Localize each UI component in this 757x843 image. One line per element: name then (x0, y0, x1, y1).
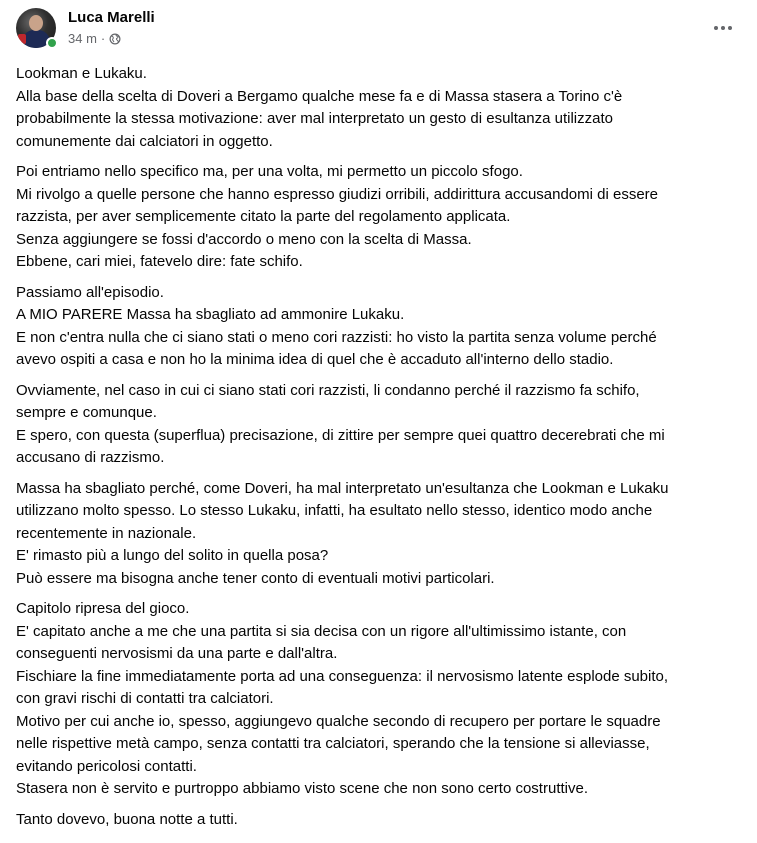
post-text-line: E non c'entra nulla che ci siano stati o meno cori razzisti: ho visto la partita senza volume perché (16, 328, 657, 346)
post-text-line: E' rimasto più a lungo del solito in quella posa? (16, 547, 329, 564)
globe-icon[interactable] (109, 33, 121, 45)
meta-separator: · (100, 31, 106, 46)
post-text-line: con gravi rischi di contatti tra calciatori. (16, 690, 274, 707)
post-text-line: Mi rivolgo a quelle persone che hanno espresso giudizi orribili, addirittura accusandomi di essere (16, 185, 659, 203)
post-text-line: evitando pericolosi contatti. (16, 757, 197, 775)
post-text-line: Massa ha sbagliato perché, come Doveri, ha mal interpretato un'esultanza che Lookman e Lukaku (16, 479, 669, 497)
post-text-line: accusano di razzismo. (16, 449, 165, 466)
post-paragraph (16, 282, 741, 372)
post-text-line: Passiamo all'episodio. (16, 283, 164, 301)
post-text-line: nelle rispettive metà campo, senza contatti tra calciatori, sperando che la tensione si alleviasse, (16, 735, 650, 752)
post-text-line: probabilmente la stessa motivazione: aver mal interpretato un gesto di esultanza utilizzato (16, 110, 613, 127)
post-text-line: Ovviamente, nel caso in cui ci siano stati cori razzisti, li condanno perché il razzismo fa schifo, (16, 381, 640, 399)
post-text-line: utilizzano molto spesso. Lo stesso Lukaku, infatti, ha esultato nello stesso, identico modo anche (16, 502, 653, 519)
post-text-line: Alla base della scelta di Doveri a Bergamo qualche mese fa e di Massa stasera a Torino c'è (16, 87, 623, 105)
post-text-line: Può essere ma bisogna anche tener conto di eventuali motivi particolari. (16, 569, 495, 587)
post-text-line: Motivo per cui anche io, spesso, aggiungevo qualche secondo di recupero per portare le squadre (16, 712, 661, 730)
post-paragraph (16, 161, 741, 274)
author-name[interactable]: Luca Marelli (68, 9, 155, 26)
post-text-line: conseguenti nervosismi da una parte e dall'altra. (16, 645, 338, 662)
post-paragraph (16, 478, 741, 591)
post-paragraph (16, 380, 741, 470)
post-text-line: Fischiare la fine immediatamente porta ad una conseguenza: il nervosismo latente esplode subito, (16, 667, 669, 685)
post-text-line: Capitolo ripresa del gioco. (16, 600, 190, 617)
post-paragraph (16, 598, 741, 801)
more-horizontal-icon (714, 26, 718, 30)
post-paragraph (16, 809, 741, 832)
post-text-line: Ebbene, cari miei, fatevelo dire: fate schifo. (16, 253, 303, 270)
online-status-dot (46, 37, 58, 49)
post-text-line: E spero, con questa (superflua) precisazione, di zittire per sempre quei quattro decerebrati che mi (16, 426, 665, 444)
post-text-line: avevo ospiti a casa e non ho la minima idea di quel che è accaduto all'interno dello stadio. (16, 351, 614, 368)
post-text-line: sempre e comunque. (16, 404, 157, 421)
post-header (0, 0, 757, 56)
post-text-line: Poi entriamo nello specifico ma, per una volta, mi permetto un piccolo sfogo. (16, 163, 523, 180)
post-text-line: E' capitato anche a me che una partita si sia decisa con un rigore all'ultimissimo istante, con (16, 622, 627, 640)
post-text-line: recentemente in nazionale. (16, 524, 197, 542)
post-text-line: Senza aggiungere se fossi d'accordo o meno con la scelta di Massa. (16, 230, 472, 248)
post-text-line: comunemente dai calciatori in oggetto. (16, 132, 273, 150)
post-text-line: razzista, per aver semplicemente citato la parte del regolamento applicata. (16, 208, 511, 225)
author-avatar[interactable] (16, 8, 56, 48)
post-text (0, 56, 757, 831)
post-text-line: A MIO PARERE Massa ha sbagliato ad ammonire Lukaku. (16, 306, 405, 323)
post-text-line: Stasera non è servito e purtroppo abbiamo visto scene che non sono certo costruttive. (16, 780, 588, 797)
more-options-button[interactable] (705, 14, 741, 42)
post-text-line: Tanto dovevo, buona notte a tutti. (16, 810, 238, 828)
post-text-line: Lookman e Lukaku. (16, 65, 147, 82)
post-paragraph (16, 63, 741, 153)
post-time[interactable]: 34 m (68, 31, 97, 46)
post-meta (68, 31, 121, 47)
